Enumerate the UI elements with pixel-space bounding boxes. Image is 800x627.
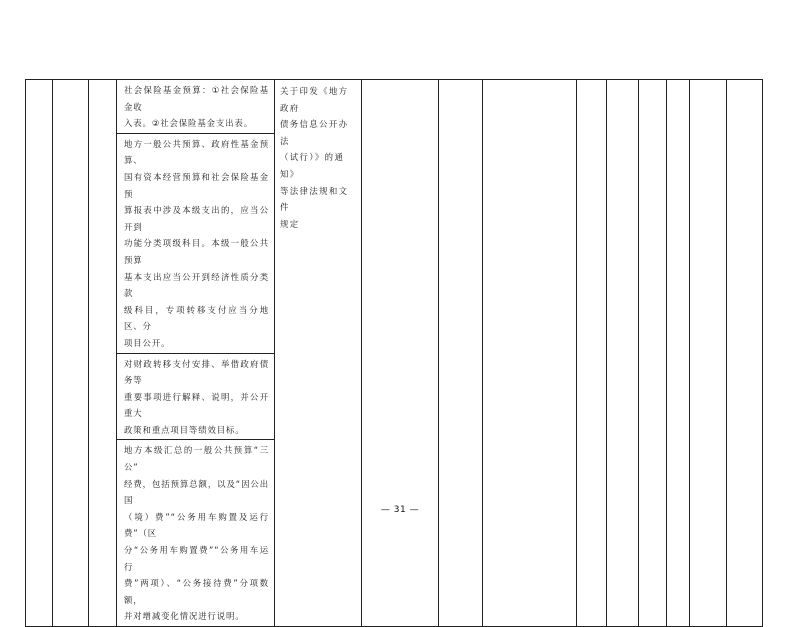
content-text-transfer-payment: 对财政转移支付安排、举借政府债务等 重要事项进行解释、说明，并公开重大 政策和重点项目等绩效目标。 (124, 358, 269, 435)
law-basis-cell (275, 80, 362, 627)
content-cell-social-insurance (117, 80, 275, 134)
empty-cell-col-9 (577, 80, 607, 627)
law-basis-text: 关于印发《地方政府 债务信息公开办法 （试行）》的通知》 等法律法规和文件 规定 (280, 86, 349, 229)
empty-cell-col-6 (362, 80, 439, 627)
empty-cell-col-11 (639, 80, 667, 627)
empty-cell-col-3 (89, 80, 117, 627)
content-text-classification: 地方一般公共预算、政府性基金预算、 国有资本经营预算和社会保险基金预 算报表中涉及本级支出的，应当公开到 功能分类项级科目。本级一般公共预算 基本支出应当公开到经济性质分类款 级科目，专项转移支付应当分地区、分 项目公开。 (124, 138, 269, 348)
empty-cell-col-13 (690, 80, 727, 627)
content-text-social-insurance: 社会保险基金预算：①社会保险基金收 入表。②社会保险基金支出表。 (124, 85, 269, 129)
content-text-three-public-expenses: 地方本级汇总的一般公共预算“三公” 经费，包括预算总额，以及“因公出国 （境）费”“公务用车购置及运行费”（区 分“公务用车购置费”“公务用车运行 费”两项）、“公务接待费”分项数额， 并对增减变化情况进行说明。 (124, 445, 269, 622)
content-cell-transfer-payment (117, 353, 275, 440)
empty-cell-col-14 (727, 80, 763, 627)
page-number: — 31 — (380, 505, 420, 515)
empty-cell-col-2 (53, 80, 89, 627)
disclosure-table (25, 79, 763, 627)
empty-cell-col-8 (483, 80, 577, 627)
empty-cell-col-10 (607, 80, 639, 627)
content-cell-three-public-expenses (117, 440, 275, 627)
empty-cell-col-1 (26, 80, 53, 627)
content-cell-classification (117, 133, 275, 353)
empty-cell-col-7 (439, 80, 483, 627)
empty-cell-col-12 (667, 80, 690, 627)
